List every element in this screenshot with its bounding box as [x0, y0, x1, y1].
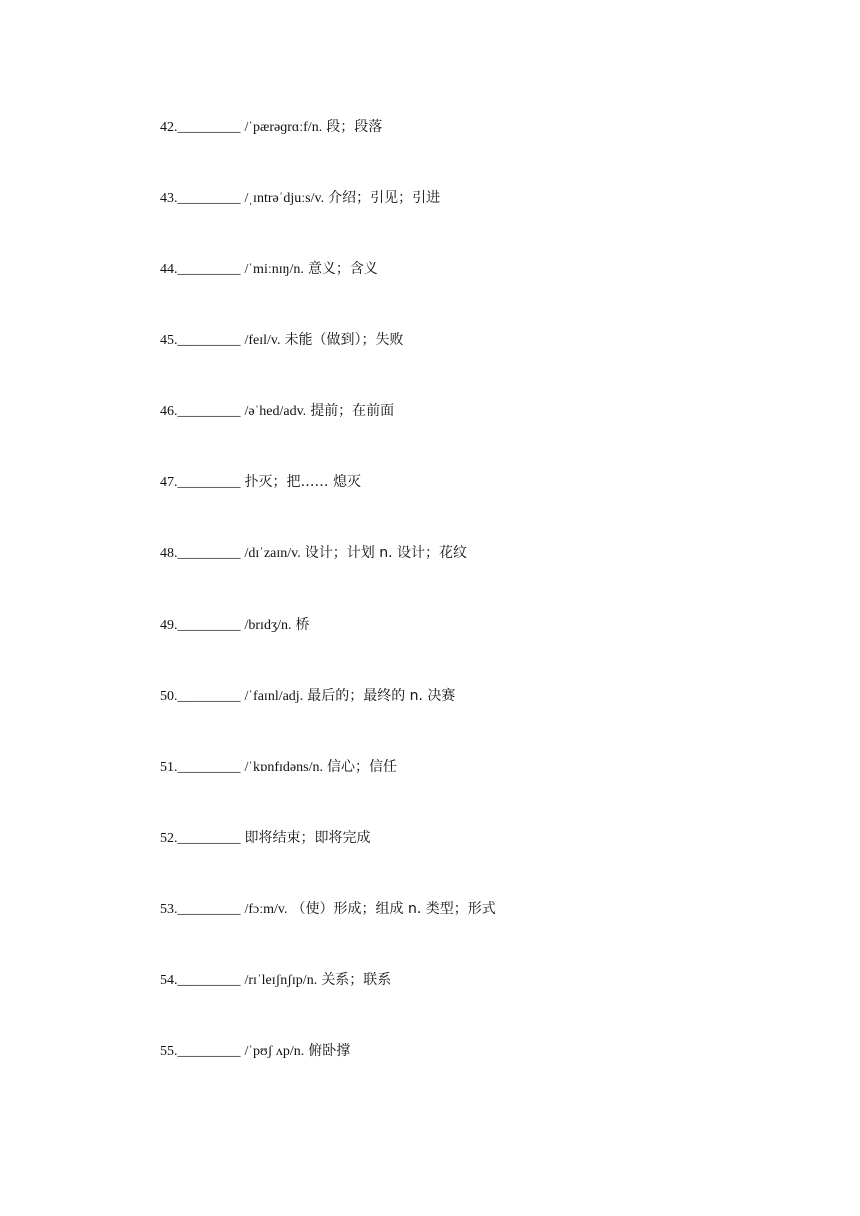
item-number: 44.: [160, 262, 178, 277]
meaning: 意义；含义: [307, 261, 378, 277]
item-number: 42.: [160, 120, 178, 135]
meaning: 桥: [295, 617, 310, 633]
vocab-item-44: [160, 257, 378, 281]
phonetic: /ˌɪntrəˈdjuːs/v.: [244, 191, 325, 206]
vocab-item-52: [160, 826, 371, 850]
answer-blank: _________: [177, 120, 241, 135]
meaning: （使）形成；组成 n. 类型；形式: [291, 901, 496, 917]
answer-blank: _________: [177, 404, 241, 419]
answer-blank: _________: [177, 262, 241, 277]
item-number: 54.: [160, 973, 178, 988]
item-number: 46.: [160, 404, 178, 419]
answer-blank: _________: [177, 831, 241, 846]
vocab-item-53: [160, 897, 496, 921]
meaning: 介绍；引见；引进: [328, 190, 441, 206]
phonetic: /brɪdʒ/n.: [244, 618, 292, 633]
phonetic: /ˈkɒnfɪdəns/n.: [244, 760, 323, 775]
answer-blank: _________: [177, 689, 241, 704]
answer-blank: _________: [177, 1044, 241, 1059]
item-number: 49.: [160, 618, 178, 633]
meaning: 提前；在前面: [310, 403, 395, 419]
vocab-item-43: [160, 186, 440, 210]
vocab-item-49: [160, 613, 310, 637]
vocab-item-50: [160, 684, 455, 708]
vocab-item-47: [160, 470, 361, 494]
vocab-item-54: [160, 968, 391, 992]
meaning: 信心；信任: [326, 759, 397, 775]
meaning: 未能（做到）；失败: [284, 332, 404, 348]
phonetic: /ˈfaɪnl/adj.: [244, 689, 304, 704]
item-number: 47.: [160, 475, 178, 490]
phonetic: /rɪˈleɪʃnʃɪp/n.: [244, 973, 318, 988]
meaning: 最后的；最终的 n. 决赛: [307, 688, 456, 704]
phonetic: /əˈhed/adv.: [244, 404, 307, 419]
meaning: 关系；联系: [321, 972, 392, 988]
answer-blank: _________: [177, 902, 241, 917]
item-number: 43.: [160, 191, 178, 206]
item-number: 55.: [160, 1044, 178, 1059]
meaning: 设计；计划 n. 设计；花纹: [304, 545, 467, 561]
item-number: 50.: [160, 689, 178, 704]
vocab-item-55: [160, 1039, 350, 1063]
answer-blank: _________: [177, 973, 241, 988]
answer-blank: _________: [177, 333, 241, 348]
vocab-item-48: [160, 541, 467, 565]
meaning: 扑灭；把…… 熄灭: [244, 474, 361, 490]
vocab-item-51: [160, 755, 397, 779]
phonetic: /ˈpʊʃ ʌp/n.: [244, 1044, 305, 1059]
vocab-item-42: [160, 115, 382, 139]
phonetic: /dɪˈzaɪn/v.: [244, 546, 301, 561]
item-number: 52.: [160, 831, 178, 846]
answer-blank: _________: [177, 475, 241, 490]
item-number: 51.: [160, 760, 178, 775]
answer-blank: _________: [177, 191, 241, 206]
answer-blank: _________: [177, 618, 241, 633]
vocab-item-46: [160, 399, 394, 423]
meaning: 即将结束；即将完成: [244, 830, 371, 846]
meaning: 俯卧撑: [308, 1043, 351, 1059]
item-number: 48.: [160, 546, 178, 561]
phonetic: /ˈmiːnɪŋ/n.: [244, 262, 304, 277]
phonetic: /feɪl/v.: [244, 333, 281, 348]
vocab-item-45: [160, 328, 404, 352]
answer-blank: _________: [177, 546, 241, 561]
meaning: 段；段落: [326, 119, 383, 135]
item-number: 53.: [160, 902, 178, 917]
answer-blank: _________: [177, 760, 241, 775]
phonetic: /fɔːm/v.: [244, 902, 288, 917]
item-number: 45.: [160, 333, 178, 348]
phonetic: /ˈpærəɡrɑːf/n.: [244, 120, 323, 135]
